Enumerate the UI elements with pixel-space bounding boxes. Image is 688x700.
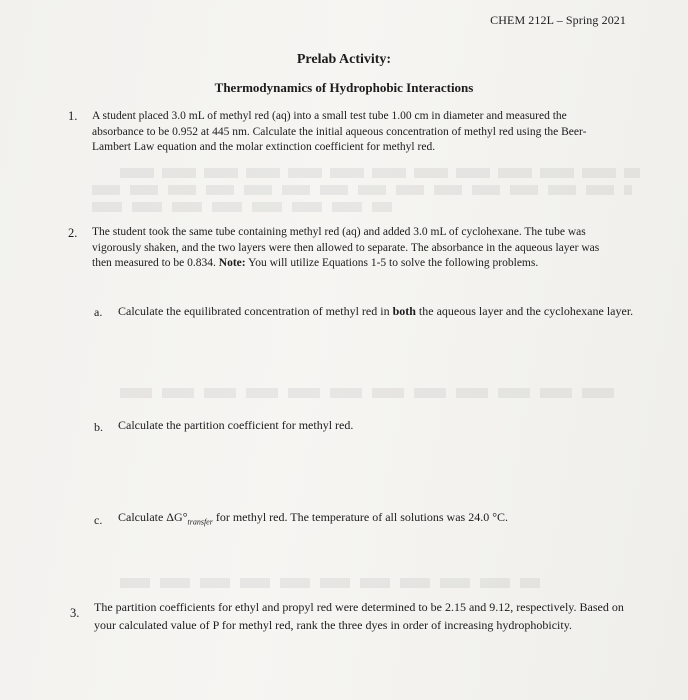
question-3-line: The partition coefficients for ethyl and propyl red were determined to be 2.15 and 9.12, respectively. Based on bbox=[94, 600, 624, 614]
part-c-letter: c. bbox=[94, 513, 103, 527]
page-title: Prelab Activity: bbox=[296, 52, 392, 67]
question-2-number: 2. bbox=[68, 226, 78, 240]
note-label: Note: bbox=[218, 257, 246, 269]
question-2-line: then measured to be 0.834. Note: You will utilize Equations 1-5 to solve the following problems. bbox=[92, 257, 539, 269]
page-subtitle: Thermodynamics of Hydrophobic Interactions bbox=[214, 80, 474, 95]
part-a-letter: a. bbox=[94, 305, 103, 319]
question-3-text bbox=[94, 598, 624, 634]
question-3-line: your calculated value of P for methyl red, rank the three dyes in order of increasing hydrophobicity. bbox=[94, 618, 572, 632]
question-2-line: vigorously shaken, and the two layers were then allowed to separate. The absorbance in the aqueous layer was bbox=[92, 241, 600, 254]
question-1-line: absorbance to be 0.952 at 445 nm. Calculate the initial aqueous concentration of methyl red using the Beer- bbox=[92, 125, 587, 138]
question-1-line: A student placed 3.0 mL of methyl red (aq) into a small test tube 1.00 cm in diameter and measured the bbox=[92, 110, 567, 122]
course-header: CHEM 212L – Spring 2021 bbox=[490, 13, 626, 27]
question-2-text bbox=[92, 225, 599, 272]
bleed-through-shadow bbox=[92, 185, 632, 195]
part-a-text: Calculate the equilibrated concentration of methyl red in both the aqueous layer and the cyclohexane layer. bbox=[118, 304, 634, 318]
bleed-through-shadow bbox=[92, 202, 392, 212]
question-1-text bbox=[92, 109, 586, 156]
bleed-through-shadow bbox=[120, 578, 540, 588]
question-2-line: The student took the same tube containing methyl red (aq) and added 3.0 mL of cyclohexane. The tube was bbox=[92, 226, 586, 238]
part-b-text: Calculate the partition coefficient for methyl red. bbox=[118, 418, 354, 432]
bleed-through-shadow bbox=[120, 168, 640, 178]
part-b-letter: b. bbox=[94, 420, 103, 434]
question-1-number: 1. bbox=[68, 109, 78, 123]
bleed-through-shadow bbox=[120, 388, 620, 398]
question-1-line: Lambert Law equation and the molar extinction coefficient for methyl red. bbox=[92, 141, 436, 153]
part-c-text: Calculate $\Delta G^\circ_{transfer}$ for methyl red. The temperature of all solutions was 24.0 °C. bbox=[118, 510, 509, 527]
question-3-number: 3. bbox=[70, 606, 80, 620]
